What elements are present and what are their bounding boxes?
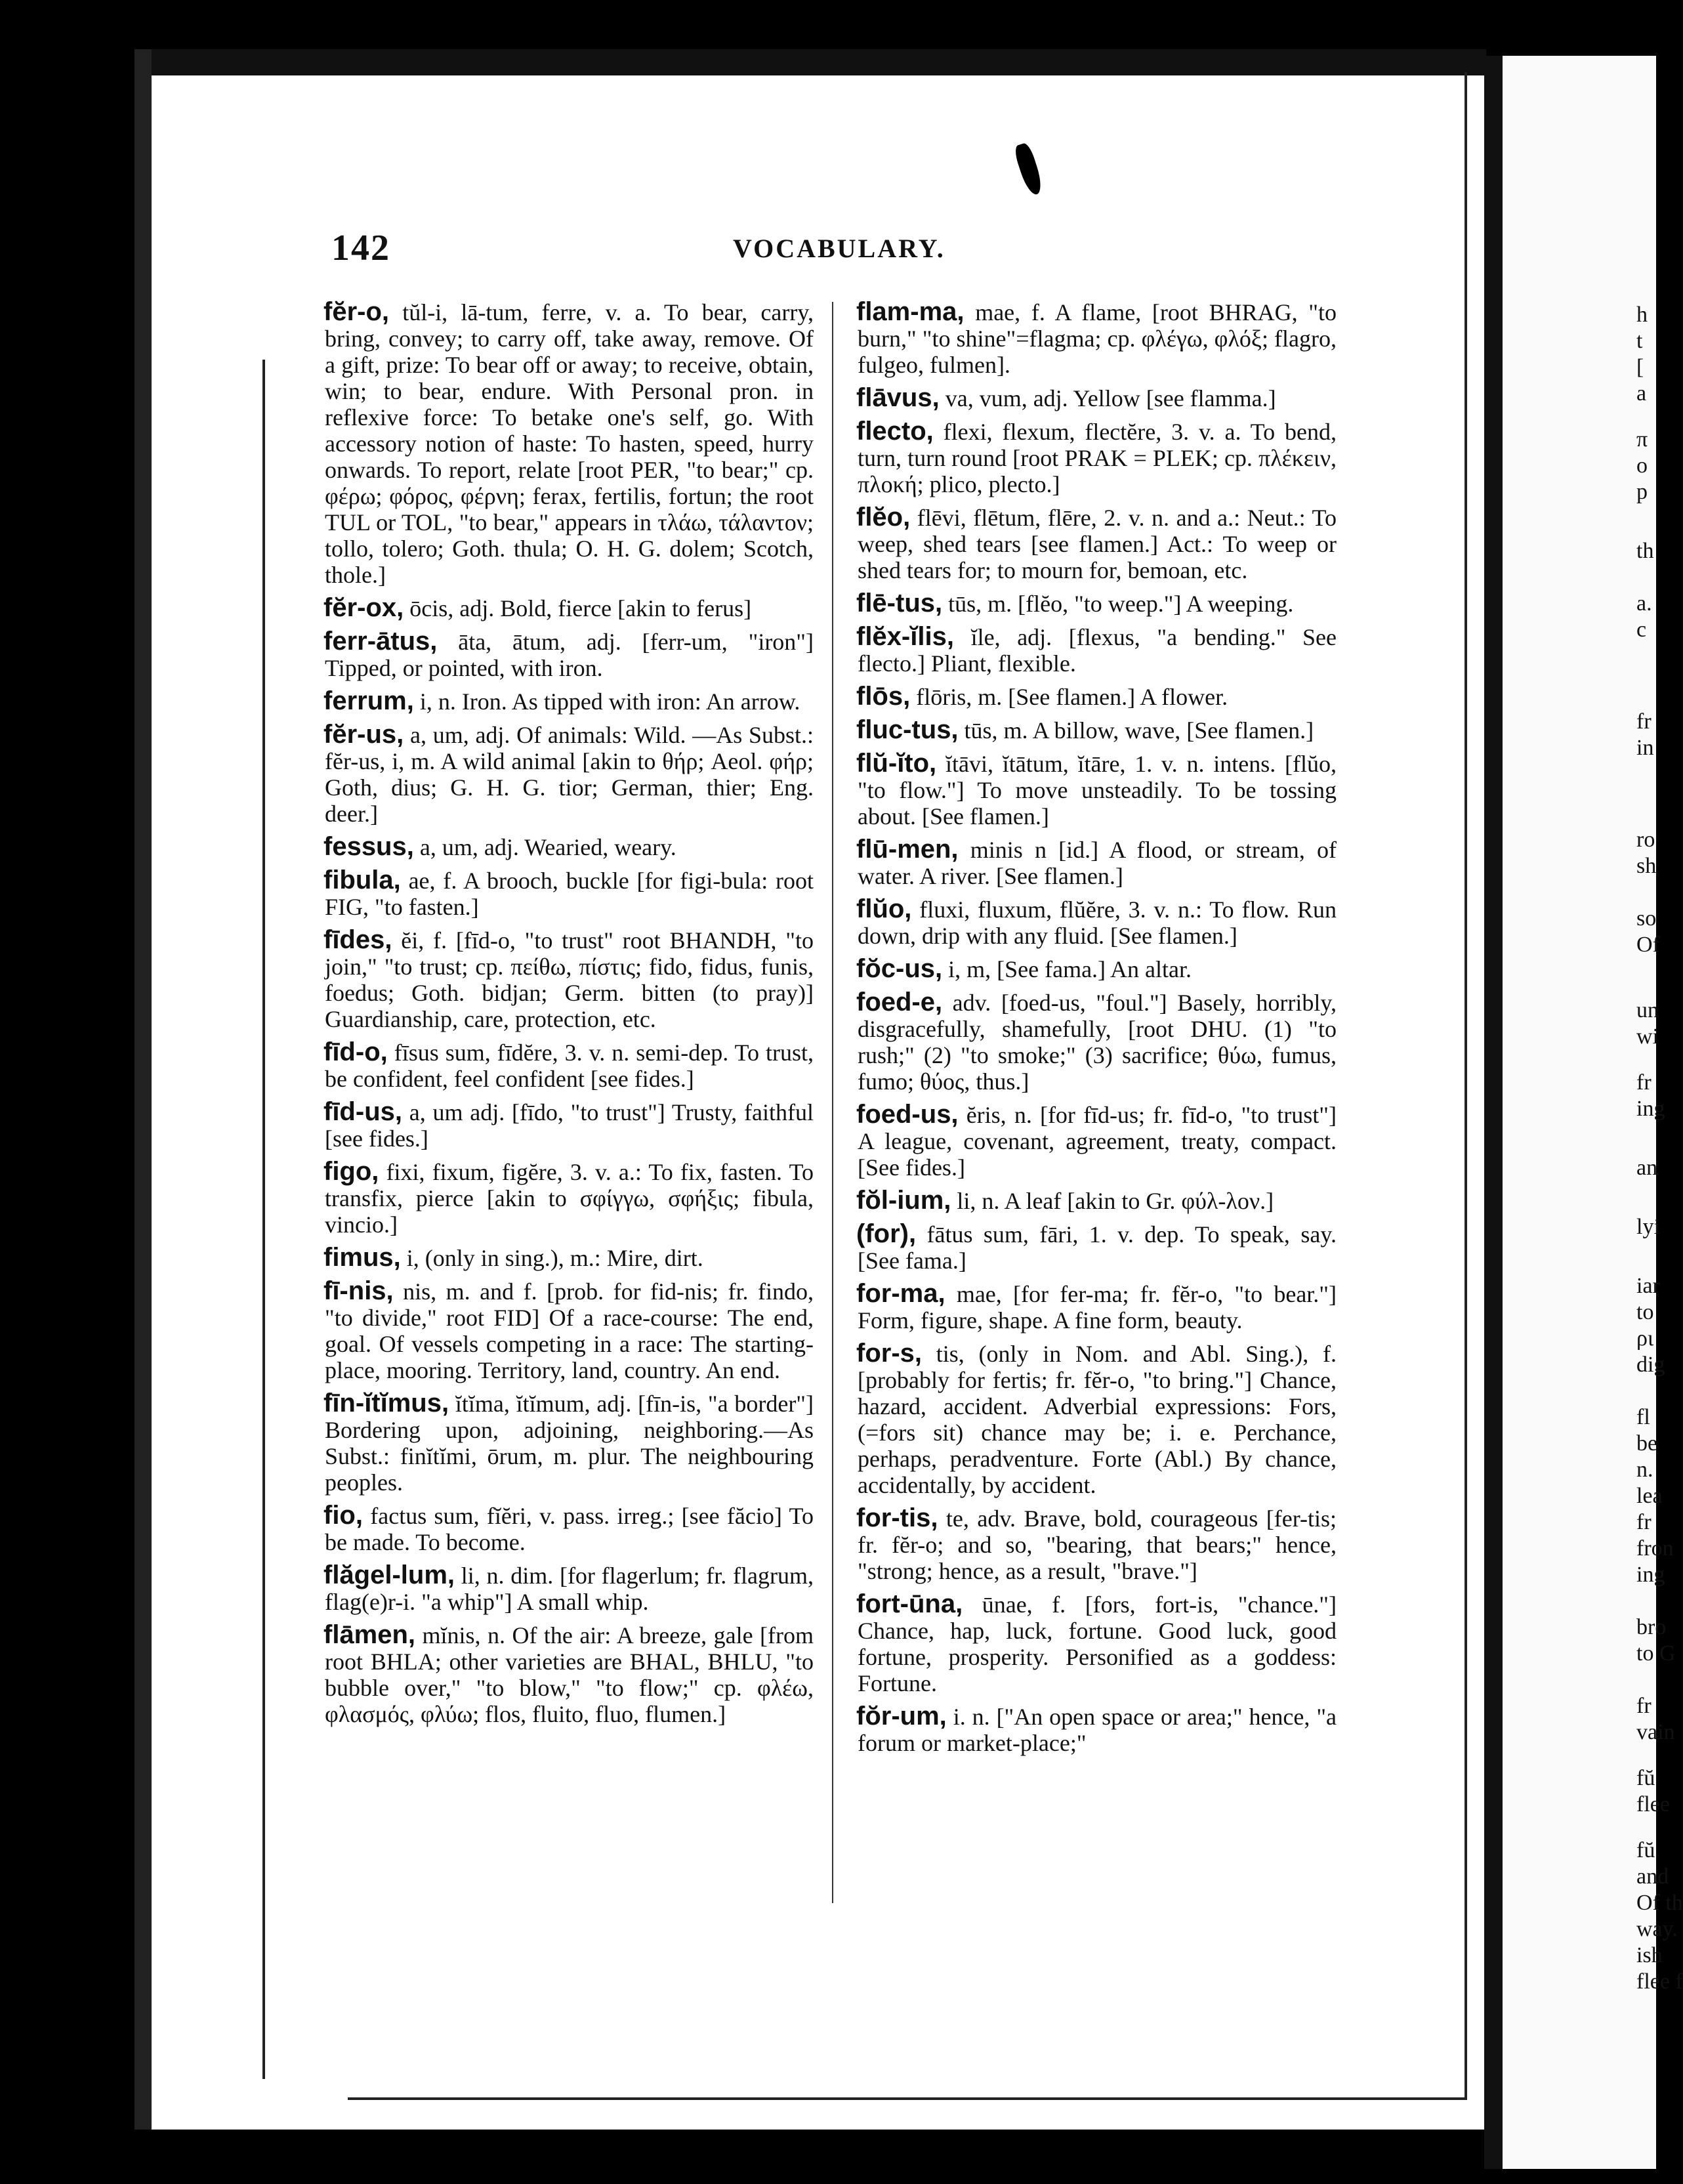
dictionary-entry	[325, 595, 814, 621]
page-frame-left	[262, 360, 265, 2079]
entry-headword: for-ma,	[856, 1279, 945, 1308]
facing-page-fragment: fr	[1636, 1694, 1652, 1718]
entry-headword: flū-men,	[856, 835, 959, 864]
entry-definition: i, (only in sing.), m.: Mire, dirt.	[400, 1245, 703, 1271]
entry-definition: minis n [id.] A flood, or stream, of water. A river. [See flamen.]	[858, 837, 1337, 889]
dictionary-entry	[325, 1158, 814, 1238]
entry-definition: a, um, adj. Wearied, weary.	[413, 834, 676, 860]
entry-headword: flāmen,	[323, 1620, 416, 1649]
dictionary-entry	[325, 1099, 814, 1152]
entry-headword: flĕo,	[856, 503, 911, 532]
facing-page-fragment: fr	[1636, 709, 1652, 734]
dictionary-entry	[858, 836, 1337, 889]
entry-definition: mae, f. A flame, [root BHRAG, "to burn," "to shine"=flagma; cp. φλέγω, φλόξ; flagro, fulgeo, fulmen].	[858, 299, 1337, 378]
entry-headword: for-s,	[856, 1339, 922, 1368]
dictionary-entry	[858, 385, 1337, 411]
dictionary-entry	[325, 1390, 814, 1496]
entry-definition: flexi, flexum, flectĕre, 3. v. a. To bend, turn, turn round [root PRAK = PLEK; cp. πλέκειν, πλοκή; plico, plecto.]	[858, 419, 1337, 497]
entry-headword: flĕx-ĭlis,	[856, 622, 954, 651]
dictionary-entry	[325, 1278, 814, 1383]
right-column	[858, 299, 1337, 1763]
dictionary-entry	[858, 717, 1337, 744]
facing-page-fragment: an	[1636, 1156, 1658, 1180]
dictionary-entry	[858, 989, 1337, 1095]
facing-page-fragment: lyi	[1636, 1215, 1660, 1239]
facing-page-fragment: a.	[1636, 591, 1652, 616]
entry-headword: flāvus,	[856, 383, 940, 412]
facing-page-fragment: vain	[1636, 1720, 1675, 1744]
page-frame-bottom	[348, 2097, 1466, 2100]
facing-page-fragment: flee f	[1636, 1969, 1683, 1994]
dictionary-entry	[858, 590, 1337, 617]
dictionary-entry	[325, 833, 814, 860]
entry-definition: i. n. ["An open space or area;" hence, "a forum or market-place;"	[858, 1704, 1337, 1756]
entry-definition: flēvi, flētum, flēre, 2. v. n. and a.: Neut.: To weep, shed tears [see flamen.] Act.: To weep or shed tears for; to mourn for, bemoan, etc.	[858, 505, 1337, 583]
entry-headword: flŭ-ĭto,	[856, 749, 937, 778]
dictionary-entry	[858, 750, 1337, 830]
page-left-edge	[135, 49, 152, 2130]
entry-headword: fessus,	[323, 832, 414, 861]
entry-definition: li, n. dim. [for flagerlum; fr. flagrum, flag(e)r-i. "a whip"] A small whip.	[325, 1563, 814, 1615]
dictionary-entry	[858, 896, 1337, 949]
dictionary-entry	[325, 688, 814, 715]
dictionary-entry	[325, 1244, 814, 1271]
facing-page-fragment: be	[1636, 1431, 1658, 1456]
entry-headword: fŏl-ium,	[856, 1186, 951, 1215]
entry-headword: ferr-ātus,	[323, 627, 438, 656]
dictionary-entry	[325, 1502, 814, 1555]
facing-page-fragment: o	[1636, 453, 1648, 478]
entry-definition: flōris, m. [See flamen.] A flower.	[910, 684, 1228, 710]
page-top-edge	[135, 49, 1486, 75]
facing-page-fragment: sh	[1636, 854, 1657, 878]
page-number: 142	[331, 228, 390, 268]
facing-page-fragment: ing	[1636, 1097, 1665, 1121]
dictionary-entry	[858, 1280, 1337, 1334]
entry-definition: factus sum, fĭĕri, v. pass. irreg.; [see făcio] To be made. To become.	[325, 1503, 814, 1555]
facing-page-fragment: fron	[1636, 1536, 1674, 1561]
entry-headword: fīdes,	[323, 925, 392, 954]
dictionary-entry	[858, 1703, 1337, 1756]
entry-headword: fimus,	[323, 1243, 401, 1272]
entry-headword: ferrum,	[323, 686, 414, 715]
entry-headword: flōs,	[856, 682, 911, 711]
entry-definition: fixi, fixum, figĕre, 3. v. a.: To fix, fasten. To transfix, pierce [akin to σφίγγω, σφήξις; fibula, vincio.]	[325, 1159, 814, 1238]
facing-page-fragment: p	[1636, 480, 1648, 504]
entry-headword: fŏr-um,	[856, 1702, 947, 1731]
entry-headword: figo,	[323, 1157, 379, 1186]
entry-headword: fort-ūna,	[856, 1589, 963, 1618]
dictionary-entry	[858, 1340, 1337, 1498]
entry-headword: flecto,	[856, 417, 934, 446]
dictionary-entry	[325, 1039, 814, 1092]
dictionary-entry	[325, 867, 814, 920]
page-frame-right	[1465, 72, 1467, 2100]
entry-definition: ae, f. A brooch, buckle [for figi-bula: root FIG, "to fasten.]	[325, 868, 814, 920]
entry-definition: mĭnis, n. Of the air: A breeze, gale [from root BHLA; other varieties are BHAL, BHLU, "to bubble over," "to blow," "to flow;" cp. φλέω, φλασμός, φλύω; flos, fluito, fluo, flumen.]	[325, 1622, 814, 1727]
facing-page-fragment: flee	[1636, 1792, 1670, 1816]
dictionary-entry	[325, 1622, 814, 1727]
book-gutter	[1484, 56, 1504, 2169]
facing-page-fragment: t	[1636, 329, 1643, 353]
entry-headword: flē-tus,	[856, 589, 943, 618]
entry-definition: va, vum, adj. Yellow [see flamma.]	[939, 385, 1276, 411]
dictionary-entry	[858, 956, 1337, 982]
facing-page-fragment: fl	[1636, 1405, 1650, 1429]
dictionary-entry	[858, 299, 1337, 378]
entry-headword: flam-ma,	[856, 297, 965, 326]
dictionary-entry	[325, 299, 814, 588]
dictionary-entry	[858, 1221, 1337, 1274]
dictionary-entry	[858, 1187, 1337, 1214]
facing-page-fragment: fŭ	[1636, 1838, 1655, 1862]
entry-headword: fluc-tus,	[856, 715, 959, 744]
entry-headword: foed-us,	[856, 1100, 959, 1129]
facing-page-fragment: bro	[1636, 1615, 1667, 1639]
facing-page-fragment: fŭ	[1636, 1766, 1655, 1790]
entry-definition: adv. [foed-us, "foul."] Basely, horribly, disgracefully, shamefully, [root DHU. (1) "to rush;" (2) "to smoke;" (3) sacrifice; θύω, fumus, fumo; θύος, thus.]	[858, 990, 1337, 1095]
facing-page-strip	[1503, 56, 1656, 2169]
entry-definition: te, adv. Brave, bold, courageous [fer-tis; fr. fĕr-o; and so, "bearing, that bears;" hence, "strong; hence, as a result, "brave."]	[858, 1505, 1337, 1584]
facing-page-fragment: lea	[1636, 1484, 1663, 1508]
entry-definition: tis, (only in Nom. and Abl. Sing.), f. [probably for fertis; fr. fĕr-o, "to bring."] Chance, hazard, accident. Adverbial expressions: Fors, (=fors sit) chance may be; i. e. Perchance, perhaps, peradventure. Forte (Abl.) By chance, accidentally, by accident.	[858, 1341, 1337, 1498]
entry-definition: tŭl-i, lā-tum, ferre, v. a. To bear, carry, bring, convey; to carry off, take away, remove. Of a gift, prize: To bear off or away; to receive, obtain, win; to bear, endure. With Personal pron. in reflexive force: To betake one's self, go. With accessory notion of haste: To hasten, speed, hurry onwards. To report, relate [root PER, "to bear;" cp. φέρω; φόρος, φέρνη; ferax, fertilis, fortun; the root TUL or TOL, "to bear," appears in τλάω, τάλαντον; tollo, tolero; Goth. thula; O. H. G. dolem; Scotch, thole.]	[325, 299, 814, 588]
facing-page-fragment: so	[1636, 906, 1657, 931]
entry-headword: foed-e,	[856, 988, 943, 1017]
entry-headword: fĕr-o,	[323, 297, 389, 326]
dictionary-entry	[858, 504, 1337, 583]
entry-definition: ĭtāvi, ĭtātum, ĭtāre, 1. v. n. intens. [flŭo, "to flow."] To move unsteadily. To be tossing about. [See flamen.]	[858, 751, 1337, 830]
column-divider	[832, 302, 833, 1903]
entry-definition: ĕi, f. [fīd-o, "to trust" root BHANDH, "to join," "to trust; cp. πείθω, πίστις; fido, fidus, funis, foedus; Goth. bidjan; Germ. bitten (to pray)] Guardianship, care, protection, etc.	[325, 927, 814, 1032]
entry-definition: tūs, m. A billow, wave, [See flamen.]	[958, 717, 1314, 744]
entry-headword: (for),	[856, 1219, 917, 1248]
dictionary-entry	[858, 1505, 1337, 1584]
running-head: VOCABULARY.	[733, 234, 945, 263]
entry-headword: for-tis,	[856, 1503, 938, 1532]
dictionary-entry	[325, 721, 814, 827]
dictionary-entry	[858, 683, 1337, 710]
facing-page-fragment: π	[1636, 427, 1648, 452]
entry-definition: ōcis, adj. Bold, fierce [akin to ferus]	[404, 595, 752, 621]
facing-page-fragment: ish	[1636, 1943, 1663, 1967]
facing-page-fragment: h	[1636, 303, 1648, 327]
entry-definition: āta, ātum, adj. [ferr-um, "iron"] Tipped, or pointed, with iron.	[325, 629, 814, 681]
entry-definition: ūnae, f. [fors, fort-is, "chance."] Chance, hap, luck, fortune. Good luck, good fortune, prosperity. Personified as a goddess: Fortune.	[858, 1591, 1337, 1696]
entry-definition: ĭle, adj. [flexus, "a bending." See flecto.] Pliant, flexible.	[858, 624, 1337, 677]
facing-page-fragment: th	[1636, 539, 1654, 563]
entry-headword: fio,	[323, 1501, 363, 1530]
facing-page-fragment: ing	[1636, 1563, 1665, 1587]
dictionary-entry	[858, 1101, 1337, 1181]
entry-definition: ĕris, n. [for fīd-us; fr. fīd-o, "to trust"] A league, covenant, agreement, treaty, compact. [See fides.]	[858, 1102, 1337, 1181]
entry-definition: fātus sum, fāri, 1. v. dep. To speak, say. [See fama.]	[858, 1221, 1337, 1274]
entry-headword: fīn-ĭtĭmus,	[323, 1389, 449, 1418]
dictionary-entry	[325, 628, 814, 681]
facing-page-fragment: and	[1636, 1864, 1669, 1889]
facing-page-fragment: ro	[1636, 828, 1655, 852]
entry-definition: a, um adj. [fīdo, "to trust"] Trusty, faithful [see fides.]	[325, 1099, 814, 1152]
entry-definition: nis, m. and f. [prob. for fid-nis; fr. findo, "to divide," root FID] Of a race-course: The end, goal. Of vessels competing in a race: The starting-place, mooring. Territory, land, country. An end.	[325, 1278, 814, 1383]
entry-headword: fīd-us,	[323, 1097, 402, 1126]
entry-headword: fŏc-us,	[856, 954, 943, 983]
entry-headword: fĕr-ox,	[323, 593, 404, 622]
entry-headword: fibula,	[323, 866, 401, 894]
entry-definition: i, n. Iron. As tipped with iron: An arrow.	[413, 688, 800, 715]
entry-definition: li, n. A leaf [akin to Gr. φύλ-λον.]	[951, 1188, 1274, 1214]
entry-definition: ĭtĭma, ĭtĭmum, adj. [fīn-is, "a border"] Bordering upon, adjoining, neighboring.—As Subst.: finĭtĭmi, ōrum, m. plur. The neighbouring peoples.	[325, 1391, 814, 1496]
facing-page-fragment: wi	[1636, 1024, 1659, 1049]
facing-page-fragment: way.	[1636, 1917, 1678, 1941]
facing-page-fragment: fr	[1636, 1510, 1652, 1534]
facing-page-fragment: n.	[1636, 1458, 1653, 1482]
facing-page-fragment: dig	[1636, 1353, 1665, 1377]
dictionary-entry	[325, 1562, 814, 1615]
entry-headword: fī-nis,	[323, 1276, 394, 1305]
facing-page-fragment: iar	[1636, 1274, 1660, 1298]
dictionary-entry	[858, 1591, 1337, 1696]
facing-page-fragment: [	[1636, 355, 1644, 379]
entry-definition: a, um, adj. Of animals: Wild. —As Subst.: fĕr-us, i, m. A wild animal [akin to θήρ; Aeol. φήρ; Goth, dius; G. H. G. tior; German, thier; Eng. deer.]	[325, 722, 814, 827]
facing-page-fragment: in	[1636, 736, 1654, 760]
dictionary-entry	[858, 623, 1337, 677]
facing-page-fragment: Of	[1636, 933, 1660, 957]
facing-page-fragment: a	[1636, 381, 1647, 406]
facing-page-fragment: to	[1636, 1300, 1654, 1324]
facing-page-fragment: ρι	[1636, 1326, 1654, 1351]
entry-headword: fīd-o,	[323, 1038, 388, 1066]
left-column	[325, 299, 814, 1734]
entry-definition: i, m, [See fama.] An altar.	[942, 956, 1192, 982]
dictionary-entry	[858, 418, 1337, 497]
entry-definition: tūs, m. [flĕo, "to weep."] A weeping.	[942, 591, 1294, 617]
facing-page-fragment: Of th	[1636, 1891, 1683, 1915]
entry-headword: fĕr-us,	[323, 720, 404, 749]
entry-definition: fluxi, fluxum, flŭĕre, 3. v. n.: To flow. Run down, drip with any fluid. [See flamen.]	[858, 896, 1337, 949]
entry-definition: fīsus sum, fīdĕre, 3. v. n. semi-dep. To trust, be confident, feel confident [see fides.]	[325, 1040, 814, 1092]
dictionary-entry	[325, 927, 814, 1032]
entry-definition: mae, [for fer-ma; fr. fĕr-o, "to bear."] Form, figure, shape. A fine form, beauty.	[858, 1281, 1337, 1334]
entry-headword: flăgel-lum,	[323, 1561, 455, 1589]
facing-page-fragment: fr	[1636, 1070, 1652, 1095]
facing-page-fragment: c	[1636, 618, 1647, 642]
entry-headword: flŭo,	[856, 894, 912, 923]
facing-page-fragment: un	[1636, 998, 1659, 1022]
facing-page-fragment: to G	[1636, 1641, 1676, 1666]
